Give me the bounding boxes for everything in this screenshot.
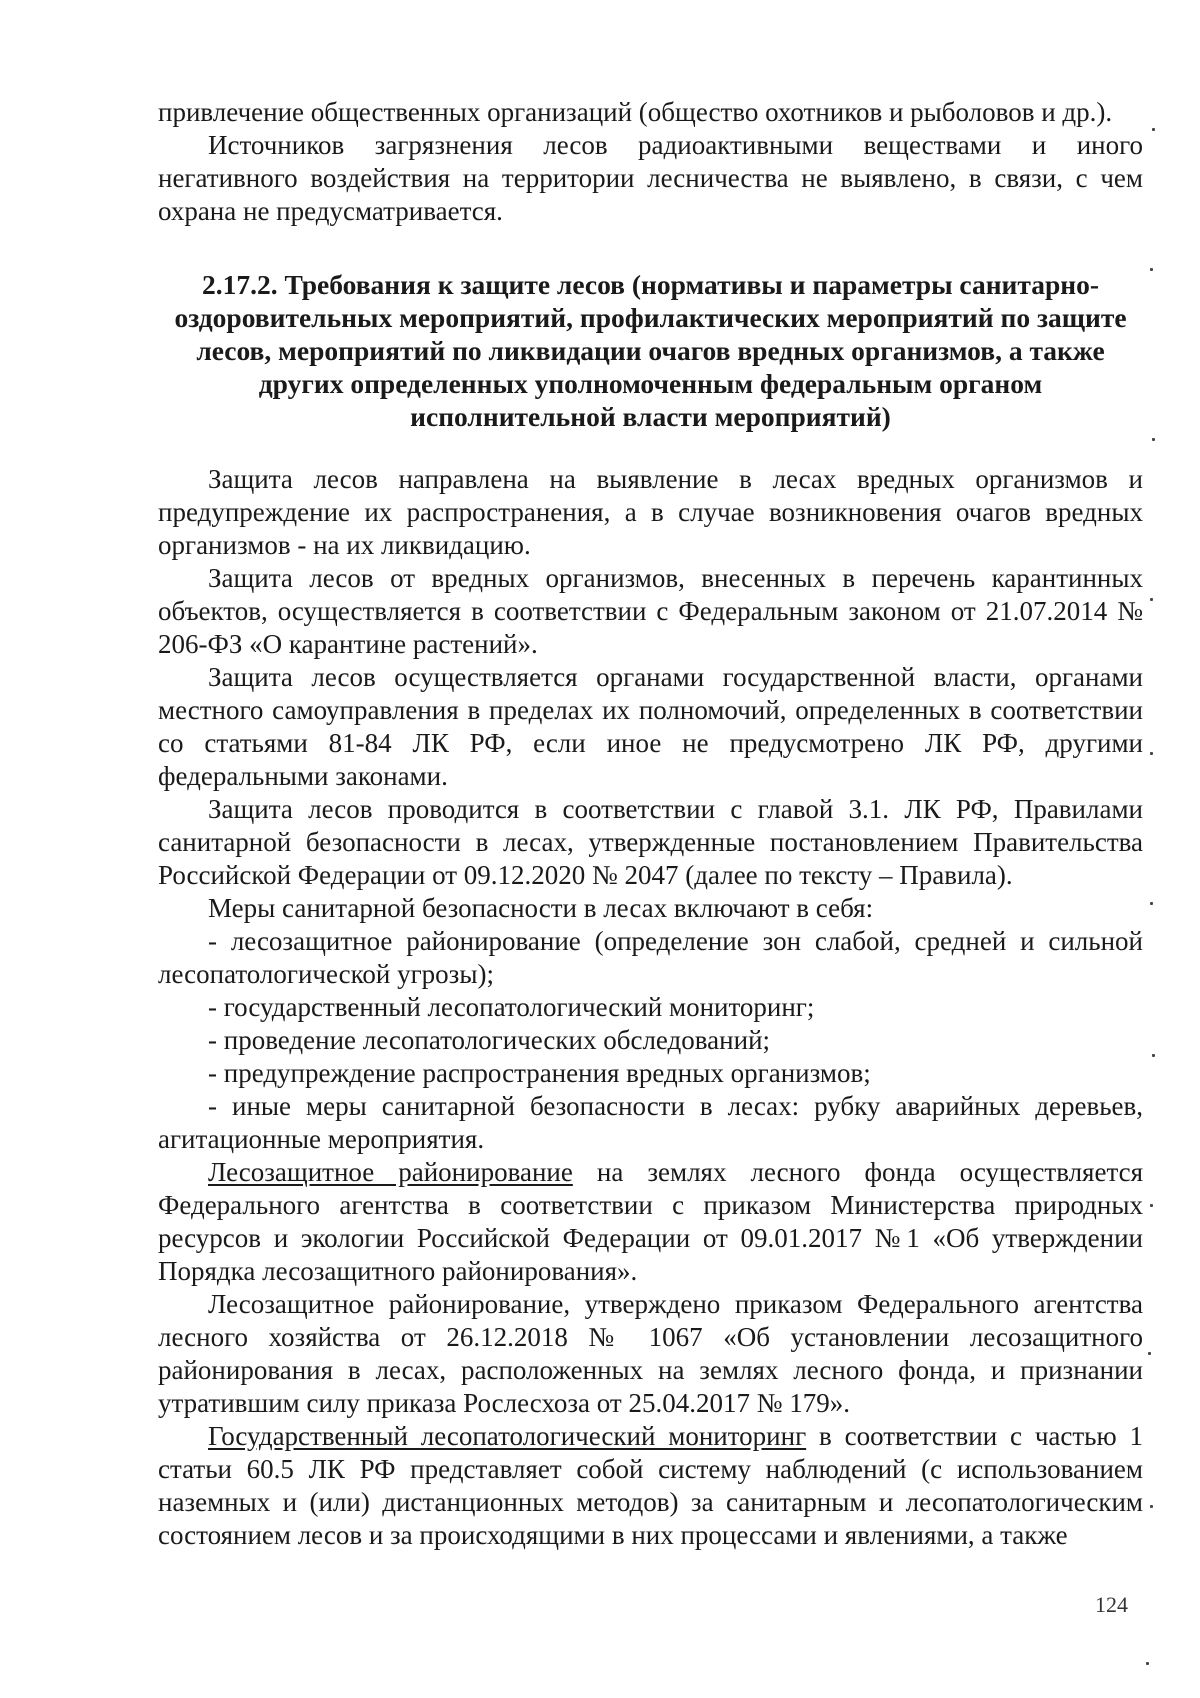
scan-speck [1150,752,1153,755]
paragraph-pollution-sources: Источников загрязнения лесов радиоактивными веществами и иного негативного воздействия на территории лесничества не выявлено, в связи, с чем охрана не предусматривается. [158,130,1143,226]
list-item-other-measures: - иные меры санитарной безопасности в лесах: рубку аварийных деревьев, агитационные мероприятия. [158,1091,1143,1154]
page-number: 124 [1095,1592,1128,1617]
paragraph-quarantine-law: Защита лесов от вредных организмов, внесенных в перечень карантинных объектов, осуществляется в соответствии с Федеральным законом от 21.07.2014 № 206-ФЗ «О карантине растений». [158,563,1143,659]
paragraph-zoning-order-text: на землях лесного фонда осуществляется Федерального агентства в соответствии с приказом Министерства природных ресурсов и экологии Российской Федерации от 09.01.2017 №1 «Об утверждении Порядка лесозащитного районирования». [158,1157,1143,1286]
list-item-zoning: - лесозащитное районирование (определение зон слабой, средней и сильной лесопатологической угрозы); [158,926,1143,989]
paragraph-public-organizations: привлечение общественных организаций (общество охотников и рыболовов и др.). [158,97,1113,127]
scan-speck [1152,438,1155,441]
list-item-prevention: - предупреждение распространения вредных организмов; [208,1058,871,1088]
paragraph-measures-intro: Меры санитарной безопасности в лесах включают в себя: [208,893,874,923]
scan-speck [1152,128,1155,131]
paragraph-sanitary-rules: Защита лесов проводится в соответствии с главой 3.1. ЛК РФ, Правилами санитарной безопасности в лесах, утвержденные постановлением Правительства Российской Федерации от 09.12.2020 № 2047 (далее по тексту – Правила). [158,794,1143,890]
paragraph-zoning-approval: Лесозащитное районирование, утверждено приказом Федерального агентства лесного хозяйства от 26.12.2018 № 1067 «Об установлении лесозащитного районирования в лесах, расположенных на землях лесного фонда, и признании утратившим силу приказа Рослесхоза от 25.04.2017 № 179». [158,1289,1143,1418]
term-forest-zoning: Лесозащитное районирование [208,1157,573,1187]
list-item-monitoring: - государственный лесопатологический мониторинг; [208,992,815,1022]
scan-speck [1148,1352,1151,1355]
paragraph-monitoring-definition [158,1420,1143,1552]
page-content [158,96,1143,1552]
scan-speck [1146,1662,1149,1665]
scan-speck [1150,268,1153,271]
scan-speck [1150,1505,1153,1508]
section-heading: 2.17.2. Требования к защите лесов (нормативы и параметры санитарно-оздоровительных мероприятий, профилактических мероприятий по защите лесов, мероприятий по ликвидации очагов вредных организмов, а также других определенных уполномоченным федеральным органом исполнительной власти мероприятий) [174,269,1127,432]
list-item-surveys: - проведение лесопатологических обследований; [208,1025,771,1055]
term-state-monitoring: Государственный лесопатологический мониторинг [208,1421,807,1451]
scan-speck [1152,1054,1155,1057]
scan-speck [1150,902,1153,905]
paragraph-authorities: Защита лесов осуществляется органами государственной власти, органами местного самоуправления в пределах их полномочий, определенных в соответствии со статьями 81-84 ЛК РФ, если иное не предусмотрено ЛК РФ, другими федеральными законами. [158,662,1143,791]
paragraph-forest-protection-goal: Защита лесов направлена на выявление в лесах вредных организмов и предупреждение их распространения, а в случае возникновения очагов вредных организмов - на их ликвидацию. [158,464,1143,560]
paragraph-zoning-order [158,1156,1143,1288]
paragraph-monitoring-definition-text: в соответствии с частью 1 статьи 60.5 ЛК РФ представляет собой систему наблюдений (с использованием наземных и (или) дистанционных методов) за санитарным и лесопатологическим состоянием лесов и за происходящими в них процессами и явлениями, а также [158,1421,1143,1550]
scan-speck [1150,1204,1153,1207]
scan-speck [1150,598,1153,601]
